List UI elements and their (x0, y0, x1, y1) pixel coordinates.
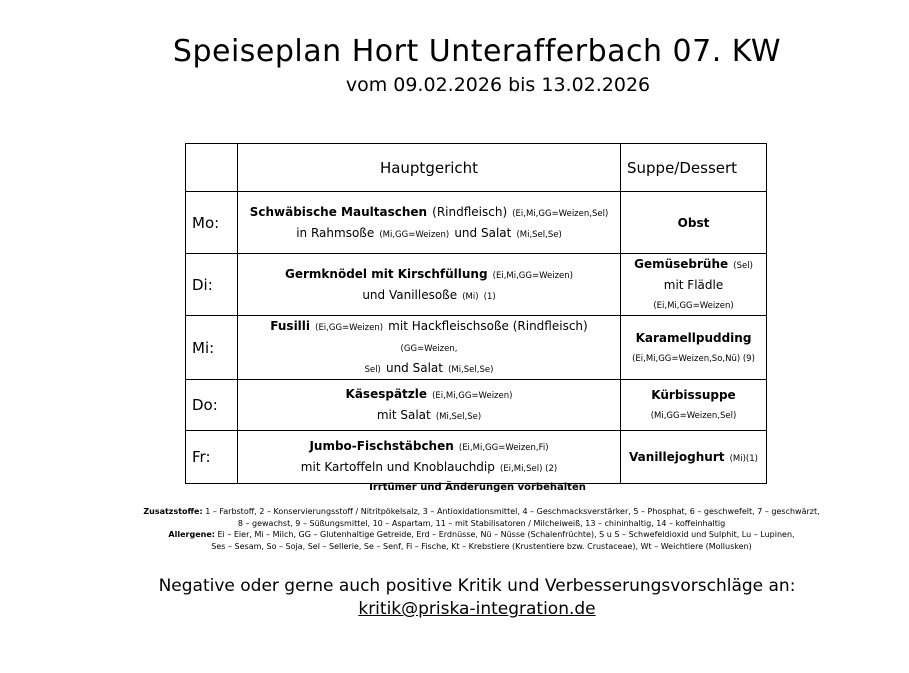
allergen-codes: (Mi) (462, 291, 479, 302)
allergen-codes: (Mi,Sel,Se) (435, 412, 482, 422)
additive-codes: (1) (483, 291, 496, 302)
dish-name: mit Kartoffeln und Knoblauchdip (300, 460, 495, 474)
dish-name: Fusilli (270, 319, 311, 333)
allergen-codes: (Ei,Mi,GG=Weizen,Fi) (458, 443, 549, 453)
corner-cell (186, 144, 238, 192)
dish-name: Kürbissuppe (651, 388, 736, 402)
dish-name: Vanillejoghurt (629, 449, 725, 464)
allergen-codes: (Ei,GG=Weizen) (315, 323, 384, 333)
allergen-codes: Sel) (364, 365, 381, 375)
side-dish (621, 431, 767, 484)
dish-name: mit Hackfleischsoße (Rindfleisch) (388, 319, 588, 333)
allergens-text: Ses – Sesam, So – Soja, Sel – Sellerie, Se – Senf, Fi – Fische, Kt – Krebstiere (Krustentiere bzw. Crustaceae), Wt – Weichtiere (Mollusken) (211, 541, 752, 551)
dish-name: Gemüsebrühe (634, 257, 729, 271)
dish-name: und Salat (385, 361, 443, 375)
dish-name: mit Salat (376, 408, 431, 422)
dish-name: Karamellpudding (635, 330, 752, 345)
main-dish (238, 254, 621, 316)
header-row (186, 144, 767, 192)
dish-name: Käsespätzle (345, 387, 428, 401)
allergen-codes: (GG=Weizen, (400, 344, 458, 354)
additives-text: 8 – gewachst, 9 – Süßungsmittel, 10 – Aspartam, 11 – mit Stabilisatoren / Milcheiweiß, 13 – chininhaltig, 14 – koffeinhaltig (237, 518, 726, 528)
allergens-text: Ei – Eier, Mi – Milch, GG – Glutenhaltige Getreide, Erd – Erdnüsse, Nü – Nüsse (Schalenfrüchte), S u S – Schwefeldioxid und Sulphit, Lu – Lupinen, (217, 530, 795, 539)
table-row-mo (186, 192, 767, 254)
day-label: Mo: (186, 192, 238, 254)
allergens-label: Allergene: (168, 530, 215, 539)
allergen-codes: (Mi,GG=Weizen) (379, 229, 450, 240)
day-label: Do: (186, 380, 238, 431)
allergen-codes: (Mi)(1) (729, 453, 758, 464)
dish-name: und Salat (454, 225, 512, 240)
allergen-codes: (Mi,Sel,Se) (448, 365, 494, 375)
column-header-main: Hauptgericht (238, 144, 621, 192)
dish-name: in Rahmsoße (296, 225, 375, 240)
dish-name: und Vanillesoße (362, 287, 458, 302)
allergen-codes: (Mi,GG=Weizen,Sel) (650, 411, 737, 421)
feedback-block (0, 575, 909, 621)
main-dish (238, 431, 621, 484)
allergen-codes: (Mi,Sel,Se) (516, 229, 562, 240)
table-row-mi (186, 316, 767, 380)
side-dish (621, 192, 767, 254)
dish-note: (Rindfleisch) (432, 204, 508, 219)
additives-text: 1 – Farbstoff, 2 – Konservierungsstoff / Nitritpökelsalz, 3 – Antioxidationsmittel, 4 – Geschmacksverstärker, 5 – Phosphat, 6 – geschwefelt, 7 – geschwärzt, (205, 507, 820, 516)
column-header-side: Suppe/Dessert (621, 144, 767, 192)
allergen-codes: (Ei,Mi,GG=Weizen) (653, 301, 734, 311)
disclaimer: Irrtümer und Änderungen vorbehalten (369, 482, 586, 493)
dish-name: Obst (677, 216, 710, 230)
main-dish (238, 380, 621, 431)
side-dish (621, 254, 767, 316)
dish-name: mit Flädle (663, 278, 724, 292)
table-row-fr (186, 431, 767, 484)
additives-label: Zusatzstoffe: (143, 507, 203, 516)
allergen-codes: (Sel) (733, 261, 753, 271)
dish-name: Schwäbische Maultaschen (249, 204, 428, 219)
feedback-text: Negative oder gerne auch positive Kritik und Verbesserungsvorschläge an: (158, 576, 796, 596)
day-label: Di: (186, 254, 238, 316)
menu-table (185, 143, 767, 484)
main-dish (238, 192, 621, 254)
dish-name: Jumbo-Fischstäbchen (309, 439, 454, 453)
allergen-codes: (Ei,Mi,GG=Weizen,So,Nü) (9) (632, 353, 755, 364)
table-row-do (186, 380, 767, 431)
allergen-codes: (Ei,Mi,Sel) (2) (499, 464, 558, 474)
email-link[interactable]: kritik@priska-integration.de (358, 599, 596, 619)
table-row-di (186, 254, 767, 316)
allergen-codes: (Ei,Mi,GG=Weizen) (492, 270, 573, 281)
day-label: Fr: (186, 431, 238, 484)
date-range: vom 09.02.2026 bis 13.02.2026 (345, 74, 651, 96)
allergen-codes: (Ei,Mi,GG=Weizen,Sel) (512, 208, 609, 219)
page-title: Speiseplan Hort Unterafferbach 07. KW (172, 34, 782, 69)
dish-name: Germknödel mit Kirschfüllung (285, 266, 488, 281)
allergen-codes: (Ei,Mi,GG=Weizen) (432, 391, 513, 401)
day-label: Mi: (186, 316, 238, 380)
legend (0, 506, 909, 552)
side-dish (621, 380, 767, 431)
side-dish (621, 316, 767, 380)
main-dish (238, 316, 621, 380)
